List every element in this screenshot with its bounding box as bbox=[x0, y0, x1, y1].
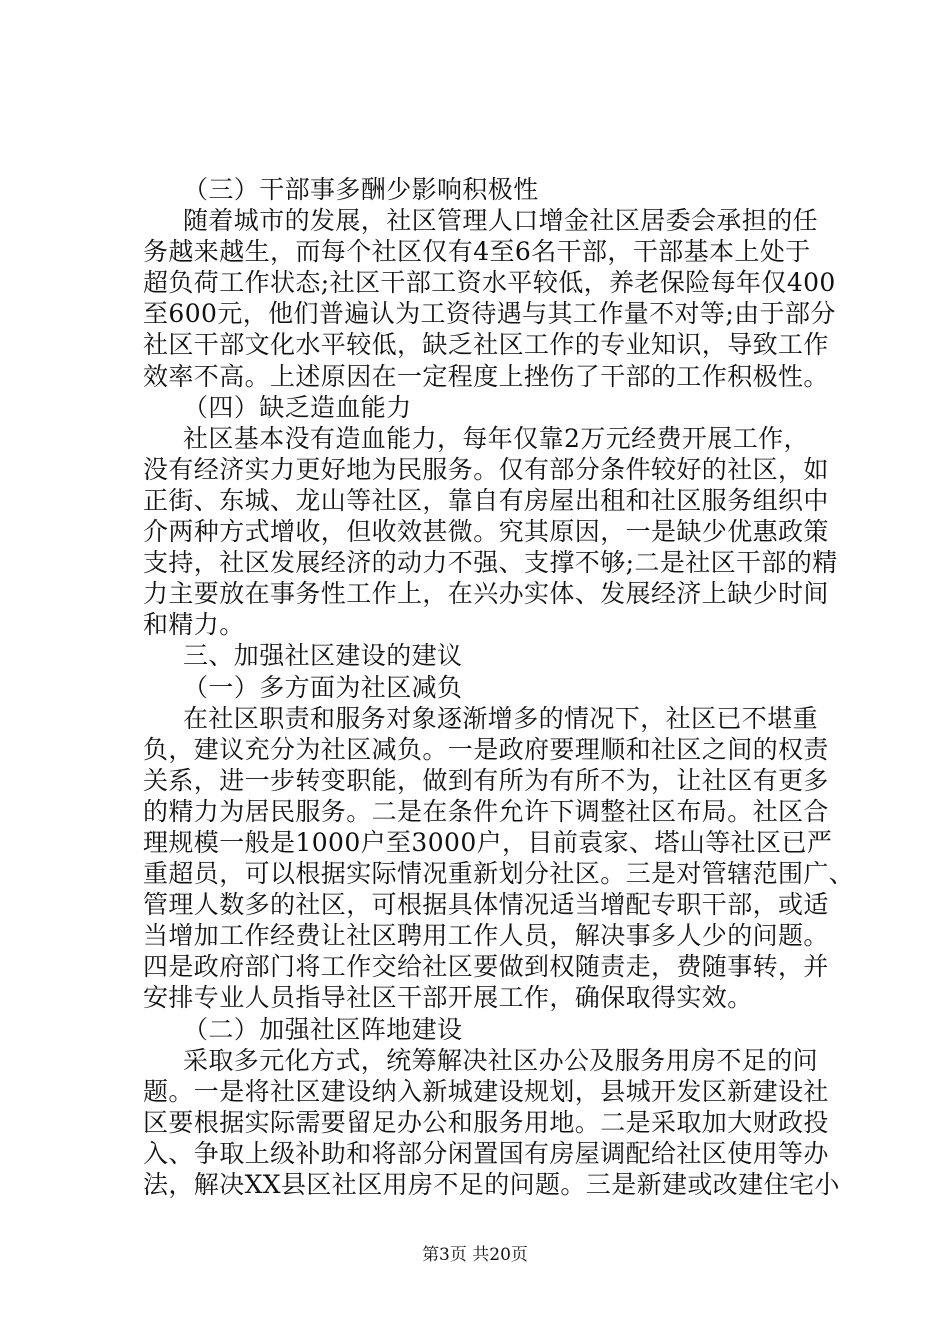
text-line: 力主要放在事务性工作上，在兴办实体、发展经济上缺少时间 bbox=[143, 579, 829, 609]
text-line: 负，建议充分为社区减负。一是政府要理顺和社区之间的权责 bbox=[143, 734, 829, 764]
text-line: （三）干部事多酬少影响积极性 bbox=[183, 175, 539, 204]
text-line: 管理人数多的社区，可根据具体情况适当增配专职干部，或适 bbox=[143, 890, 829, 920]
page-footer: 第3页 共20页 bbox=[422, 1245, 528, 1265]
text-line: 效率不高。上述原因在一定程度上挫伤了干部的工作积极性。 bbox=[143, 361, 829, 391]
text-line: 关系，进一步转变职能，做到有所为有所不为，让社区有更多 bbox=[143, 765, 829, 795]
text-line: 至600元，他们普遍认为工资待遇与其工作量不对等;由于部分 bbox=[143, 299, 836, 329]
text-line: 区要根据实际需要留足办公和服务用地。二是采取加大财政投 bbox=[143, 1107, 829, 1137]
text-line: 社区干部文化水平较低，缺乏社区工作的专业知识，导致工作 bbox=[143, 330, 829, 360]
text-line: 法，解决XX县区社区用房不足的问题。三是新建或改建住宅小 bbox=[143, 1170, 840, 1199]
text-line: 入、争取上级补助和将部分闲置国有房屋调配给社区使用等办 bbox=[143, 1138, 829, 1168]
text-line: 理规模一般是1000户至3000户，目前袁家、塔山等社区已严 bbox=[143, 827, 833, 857]
text-line: 随着城市的发展，社区管理人口增金社区居委会承担的任 bbox=[183, 206, 819, 236]
text-line: （四）缺乏造血能力 bbox=[183, 392, 412, 422]
text-line: 四是政府部门将工作交给社区要做到权随责走，费随事转，并 bbox=[143, 952, 829, 982]
text-line: 务越来越生，而每个社区仅有4至6名干部，干部基本上处于 bbox=[143, 237, 811, 267]
text-line: 的精力为居民服务。二是在条件允许下调整社区布局。社区合 bbox=[143, 796, 829, 826]
text-line: 没有经济实力更好地为民服务。仅有部分条件较好的社区，如 bbox=[143, 454, 829, 484]
text-line: 重超员，可以根据实际情况重新划分社区。三是对管辖范围广、 bbox=[143, 859, 855, 889]
text-line: （一）多方面为社区减负 bbox=[183, 672, 463, 702]
text-line: 社区基本没有造血能力，每年仅靠2万元经费开展工作， bbox=[183, 423, 809, 453]
text-line: 在社区职责和服务对象逐渐增多的情况下，社区已不堪重 bbox=[183, 703, 819, 733]
text-line: 三、加强社区建设的建议 bbox=[183, 641, 463, 671]
text-line: 和精力。 bbox=[143, 610, 245, 640]
text-line: 安排专业人员指导社区干部开展工作，确保取得实效。 bbox=[143, 983, 753, 1013]
text-line: 正街、东城、龙山等社区，靠自有房屋出租和社区服务组织中 bbox=[143, 485, 829, 515]
text-line: 超负荷工作状态;社区干部工资水平较低，养老保险每年仅400 bbox=[143, 268, 836, 298]
text-line: （二）加强社区阵地建设 bbox=[183, 1014, 463, 1044]
text-line: 采取多元化方式，统筹解决社区办公及服务用房不足的问 bbox=[183, 1045, 819, 1075]
text-line: 当增加工作经费让社区聘用工作人员，解决事多人少的问题。 bbox=[143, 921, 829, 951]
text-line: 题。一是将社区建设纳入新城建设规划，县城开发区新建设社 bbox=[143, 1076, 829, 1106]
document-body bbox=[143, 174, 855, 1200]
text-line: 支持，社区发展经济的动力不强、支撑不够;二是社区干部的精 bbox=[143, 548, 838, 578]
text-line: 介两种方式增收，但收效甚微。究其原因，一是缺少优惠政策 bbox=[143, 517, 829, 547]
